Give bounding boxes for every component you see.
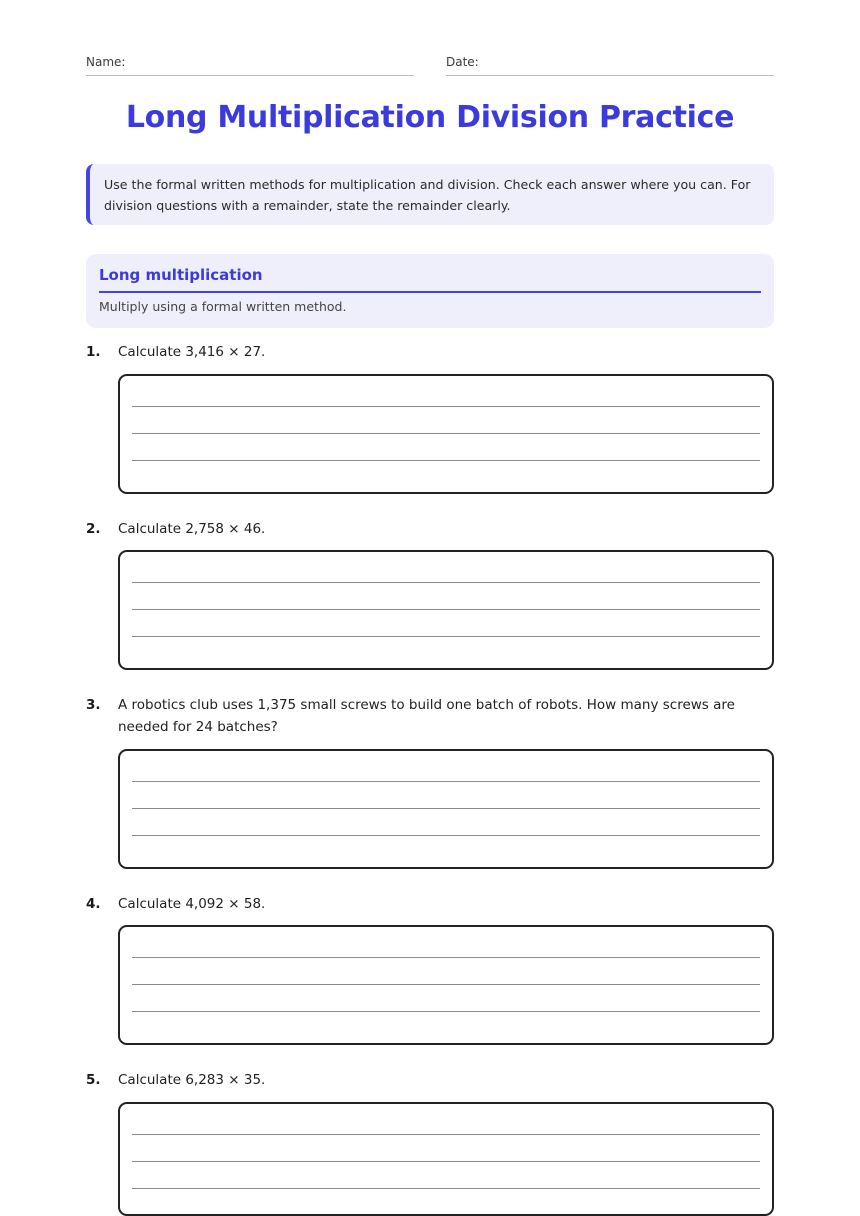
answer-line <box>132 1134 760 1135</box>
answer-box[interactable] <box>118 749 774 869</box>
question-text: Calculate 4,092 × 58. <box>118 896 266 912</box>
question-text: Calculate 2,758 × 46. <box>118 521 266 537</box>
answer-box[interactable] <box>118 550 774 670</box>
answer-box[interactable] <box>118 374 774 494</box>
answer-line <box>132 1011 760 1012</box>
question-number: 5. <box>86 1072 101 1088</box>
question-number: 2. <box>86 521 101 537</box>
answer-line <box>132 1188 760 1189</box>
date-field[interactable] <box>446 54 774 76</box>
answer-line <box>132 609 760 610</box>
date-label: Date: <box>446 55 479 69</box>
name-field[interactable] <box>86 54 414 76</box>
answer-line <box>132 406 760 407</box>
name-label: Name: <box>86 55 126 69</box>
instructions-box: Use the formal written methods for multiplication and division. Check each answer where you can. For division questions with a remainder, state the remainder clearly. <box>86 164 774 225</box>
question-number: 3. <box>86 697 101 713</box>
answer-line <box>132 1161 760 1162</box>
student-fields <box>86 54 774 76</box>
answer-line <box>132 835 760 836</box>
answer-line <box>132 808 760 809</box>
answer-line <box>132 781 760 782</box>
question-number: 1. <box>86 344 101 360</box>
section-subtitle: Multiply using a formal written method. <box>99 299 347 314</box>
answer-line <box>132 460 760 461</box>
answer-line <box>132 636 760 637</box>
answer-line <box>132 433 760 434</box>
answer-box[interactable] <box>118 1102 774 1216</box>
section-title: Long multiplication <box>99 265 761 293</box>
answer-line <box>132 957 760 958</box>
answer-line <box>132 984 760 985</box>
answer-line <box>132 582 760 583</box>
answer-box[interactable] <box>118 925 774 1045</box>
question-number: 4. <box>86 896 101 912</box>
section-header <box>86 254 774 328</box>
question-text: A robotics club uses 1,375 small screws to build one batch of robots. How many screws are needed for 24 batches? <box>118 697 735 735</box>
page-title: Long Multiplication Division Practice <box>125 100 735 135</box>
question-text: Calculate 3,416 × 27. <box>118 344 266 360</box>
question-text: Calculate 6,283 × 35. <box>118 1072 266 1088</box>
